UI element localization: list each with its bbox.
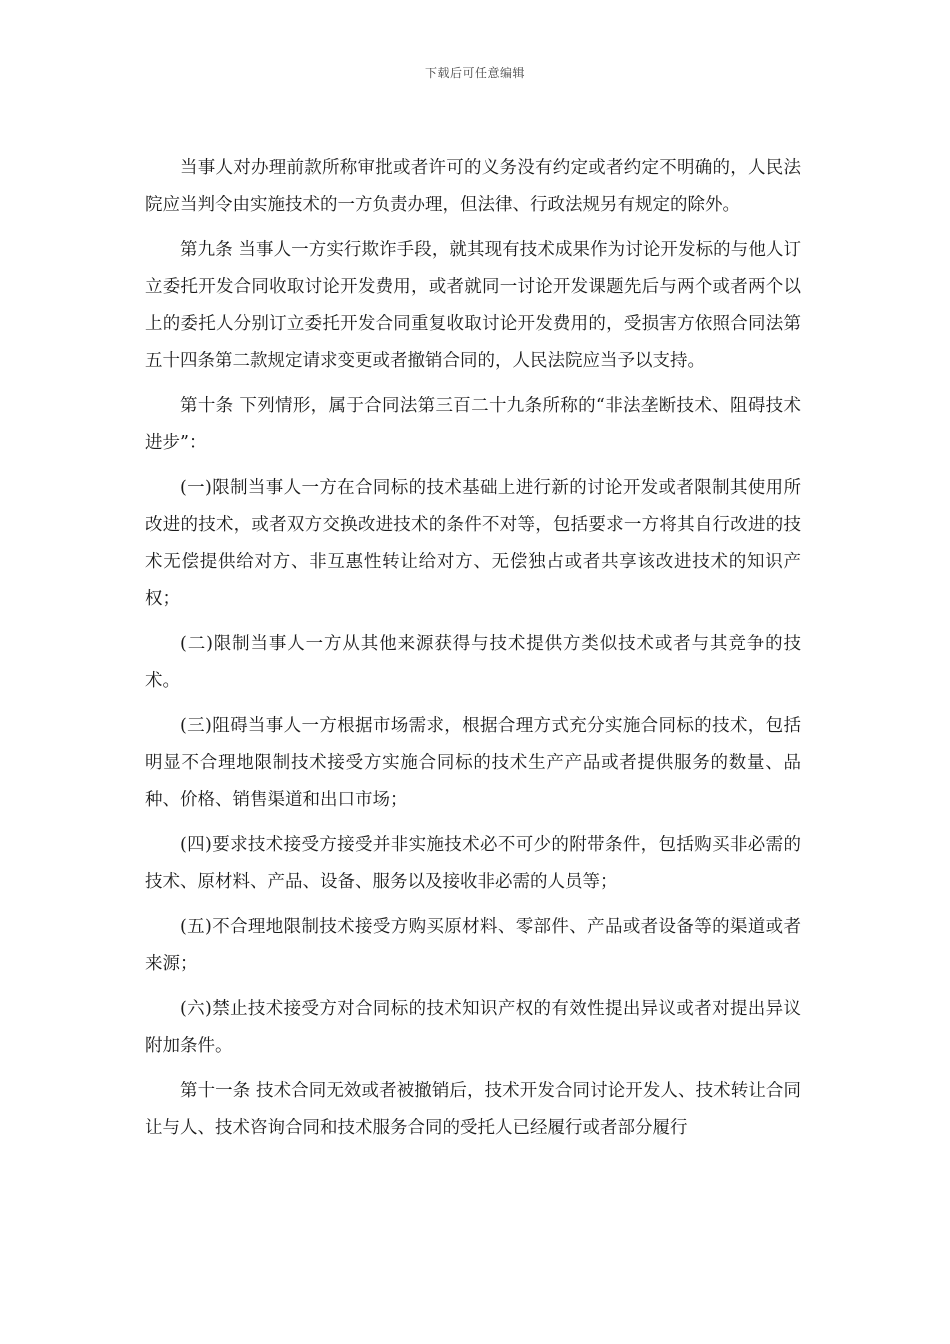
paragraph: 第十一条 技术合同无效或者被撤销后，技术开发合同讨论开发人、技术转让合同让与人、技术咨询合同和技术服务合同的受托人已经履行或者部分履行: [145, 1081, 801, 1138]
paragraph: (二)限制当事人一方从其他来源获得与技术提供方类似技术或者与其竞争的技术。: [145, 634, 801, 691]
paragraph: (五)不合理地限制技术接受方购买原材料、零部件、产品或者设备等的渠道或者来源；: [145, 917, 801, 974]
page-header: 下载后可任意编辑: [424, 66, 525, 80]
paragraph: (六)禁止技术接受方对合同标的技术知识产权的有效性提出异议或者对提出异议附加条件。: [145, 999, 801, 1056]
paragraph: 第九条 当事人一方实行欺诈手段，就其现有技术成果作为讨论开发标的与他人订立委托开发合同收取讨论开发费用，或者就同一讨论开发课题先后与两个或者两个以上的委托人分别订立委托开发合同重复收取讨论开发费用的，受损害方依照合同法第五十四条第二款规定请求变更或者撤销合同的，人民法院应当予以支持。: [145, 240, 801, 371]
paragraph: (一)限制当事人一方在合同标的技术基础上进行新的讨论开发或者限制其使用所改进的技术，或者双方交换改进技术的条件不对等，包括要求一方将其自行改进的技术无偿提供给对方、非互惠性转让给对方、无偿独占或者共享该改进技术的知识产权；: [145, 478, 801, 609]
document-body: [145, 150, 801, 1155]
paragraph: 第十条 下列情形，属于合同法第三百二十九条所称的“非法垄断技术、阻碍技术进步”：: [145, 396, 801, 453]
paragraph: 当事人对办理前款所称审批或者许可的义务没有约定或者约定不明确的，人民法院应当判令由实施技术的一方负责办理，但法律、行政法规另有规定的除外。: [145, 158, 801, 215]
paragraph: (四)要求技术接受方接受并非实施技术必不可少的附带条件，包括购买非必需的技术、原材料、产品、设备、服务以及接收非必需的人员等；: [145, 835, 801, 892]
paragraph: (三)阻碍当事人一方根据市场需求，根据合理方式充分实施合同标的技术，包括明显不合理地限制技术接受方实施合同标的技术生产产品或者提供服务的数量、品种、价格、销售渠道和出口市场；: [145, 716, 801, 810]
